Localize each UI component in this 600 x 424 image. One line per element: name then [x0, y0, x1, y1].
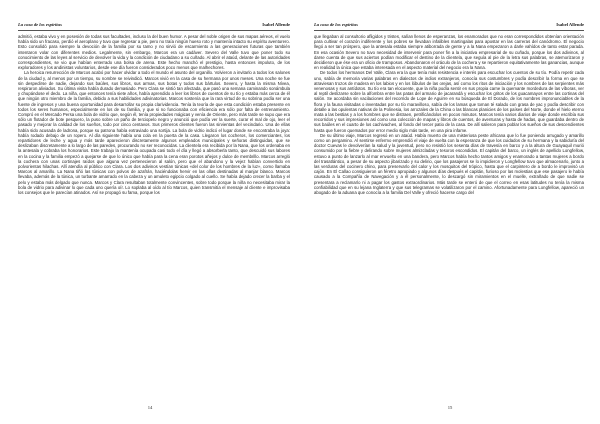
author-name: Isabel Allende — [556, 22, 584, 27]
book-title: La casa de los espíritus — [18, 22, 62, 27]
running-header — [314, 22, 584, 29]
author-name: Isabel Allende — [262, 22, 290, 27]
paragraph: admitió, estaba vivo y en posesión de todas sus facultades, incluso la del buen humor. A pesar del noble origen de sus mapas aéreos, el vuelo había sido un fracaso, perdió el aeroplano y tuvo que regresar a pie, pero no traía ningún hueso roto y mantenía intacto su espíritu aventurero. Esto consolidó para siempre la devoción de la familia por su tamo y no sirvió de escarmiento a las generaciones futuras que también intentaron volar con diferentes medios. Legalmente, sin embargo, Marcos era un cadáver. Severo del Valle tuvo que poner todo su conocimiento de las leyes al servicio de devolver la vida y la condición de ciudadano a su cuñado. Al abrir el ataúd, delante de las autoridades correspondientes, se vio que habían enterrado una bolsa de arena. Este hecho manchó el prestigio, hasta entonces impoluto, de los exploradores y los andinistas voluntarios, desde ese día fueron considerados poco menos que malhechores. — [18, 34, 290, 71]
body-text — [314, 34, 584, 195]
paragraph: De todos los hermanos Del Valle, Clara era la que tenía más resistencia e interés para escuchar los cuentos de su tío. Podía repetir cada uno, sabía de memoria varias palabras en dialectos de indios extranjeros, conocía sus costumbres y podía describir la forma en que se atraviesan trozos de madera en los labios y en los lóbulos de las orejas, así como los ritos de iniciación y los nombres de las serpientes más venenosas y sus antídotos. Su tío era tan elocuente, que la niña podía sentir en sus propia carne la quemante mordedura de las víboras, ver al reptil deslizarse sobre la alfombra entre las patas del armario de jacarandá y escuchar los gritos de los guacamayos entre las cortinas del salón. Se acordaba sin vacilaciones del recorrido de Lope de Aguirre en su búsqueda de El Dorado, de los nombres impronunciables de la flora y la fauna visitadas o inventadas por su tío maravilloso, sabía de los lamas que toman té salado con grasa de yac y podía describir con detalle a las opulentas nativas de la Polinesia, los arrozales de la China o las blancas planicies de los países del Norte, donde el hielo eterno mata a las bestias y a los hombres que se distraen, petrificándolos en pocos minutos. Marcos tenía varios diarios de viaje donde escribía sus recorridos y sus impresiones así como una colección de mapas y libros de cuentos, de aventuras y hasta de hadas, que guardaba dentro de sus baúles en el cuarto de los cachivaches, al fondo del tercer patio de la casa. De allí salieron para poblar los sueños de sus descendientes hasta que fueron quemados por error medio siglo más tarde, en una pira infame. — [314, 70, 584, 133]
paragraph: que llegaban al consultorio afligidos y tristes, salían llenos de esperanzas, los enamorados que no eran correspondidos obtenían orientación para cultivar el corazón indiferente y los pobres se llevaban infalibles martingalas para apostar en las carreras del canódromo. El negocio llegó a ser tan próspero, que la antesala estaba siempre atiborrada de gente y a la Nana empezaron a darle vahídos de tanto estar parada. En esa ocasión Severo no tuvo necesidad de intervenir para poner fin a la iniciativa empresarial de su cuñado, porque los dos adivinos, al darse cuenta de que sus aciertos podían modificar el destino de la clientela, que seguía al pie de la letra sus palabras, se atemorizaron y decidieron que ése era un oficio de tramposos. Abandonaron el oráculo de la cochera y se repartieron equitativamente las ganancias, aunque en realidad la única que estaba interesada en el aspecto material del negocio era la Nana. — [314, 34, 584, 71]
header-rule — [18, 30, 290, 31]
right-page — [300, 0, 600, 424]
paragraph: De su último viaje, Marcos regresó en un ataúd. Había muerto de una misteriosa peste africana que lo fue poniendo arrugado y amarillo como un pergamino. Al sentirse enfermo emprendió el viaje de vuelta con la esperanza de que los cuidados de su hermana y la sabiduría del doctor Cuevas le devolverían la salud y la juventud, pero no resistió los sesenta días de travesía en barco y a la altura de Guayaquil murió consumido por la fiebre y delirando sobre mujeres almizcladas y tesoros escondidos. El capitán del barco, un inglés de apellido Longfellow, estuvo a punto de lanzarlo al mar envuelto en una bandera, pero Marcos había hecho tantos amigos y enamorado a tantas mujeres a bordo del trasatlántico, a pesar de su aspecto jibarizado y su delirio, que los pasajeros se lo impidieron y Longfellow tuvo que almacenarlo, junto a las verduras del cocinero chino, para preservarlo del calor y los mosquitos del trópico, hasta que el carpintero de a bordo le improvisó un cajón. En El Callao consiguieron un féretro apropiado y algunos días después el capitán, furioso por las molestias que ese pasajero le había causado a la Compañía de Navegación y a él personalmente, lo descargó sin miramientos en el muelle, extrañado de que nadie se presentara a reclamarlo ni a pagar los gastos extraordinarios. Más tarde se enteró de que el correo en esas latitudes no tenía la misma confiabilidad que en su lejana Inglaterra y que sus telegramas se volatilizaron por el camino. Afortunadamente para Longfellow, apareció un abogado de la aduana que conocía a la familia Del Valle y ofreció hacerse cargo del — [314, 132, 584, 196]
page-number: 15 — [447, 405, 453, 410]
header-rule — [314, 30, 584, 31]
page-number: 14 — [147, 405, 153, 410]
running-header — [18, 22, 290, 29]
book-title: La casa de los espíritus — [314, 22, 358, 27]
paragraph: La heroica resurrección de Marcos acabó por hacer olvidar a todo el mundo el asunto del organillo. Volvieron a invitarlo a todos los salones de la ciudad y, al menos por un tiempo, su nombre se reivindicó. Marcos vivió en la casa de su hermana por unos meses. Una noche se fue sin despedirse de nadie, dejando sus baúles, sus libros, sus armas, sus botas y todos sus bártulos. Severo, y hasta la misma Nívea, respiraron aliviados. Su última visita había durado demasiado. Pero Clara se sintió tan afectada, que pasó una semana caminando sonámbula y chupándose el dedo. La niña, que entonces tenía siete años, había aprendido a leer los libros de cuentos de su tío y estaba más cerca de él que ningún otro miembro de la familia, debido a sus habilidades adivinatorias. Marcos sostenía que la rara virtud de su sobrina podía ser una fuente de ingresos y una buena oportunidad para desarrollar su propia clarividencia. Tenía la teoría de que esta condición estaba presente en todos los seres humanos, especialmente en los de su familia, y que si no funcionaba con eficiencia era sólo por falta de entrenamiento. Compró en el Mercado Persa una bola de vidrio que, según él, tenía propiedades mágicas y venía de Oriente, pero más tarde se supo que era sólo un flotador de bote pesquero, la puso sobre un paño de terciopelo negro y anunció que podía ver la suerte, curar el mal de ojo, leer el pasado y mejorar la calidad de los sueños, todo por cinco centavos. Sus primeros clientes fueron las sirvientas del vecindario. Una de ellas había sido acusada de ladrona, porque su patrona había extraviado una sortija. La bola de vidrio indicó el lugar donde se encontraba la joya: había rodado debajo de un ropero. Al día siguiente había una cola en la puerta de la casa. Llegaron los cocheros, los comerciantes, los repartidores de leche y agua y más tarde aparecieron discretamente algunos empleados municipales y señoras distinguidas, que se deslizaban discretamente a lo largo de las paredes, procurando no ser reconocidas. La clientela era recibida por la Nana, que los ordenaba en la antesala y cobraba los honorarios. Este trabajo la mantenía ocupada casi todo el día y llegó a absorberla tanto, que descuidó sus labores en la cocina y la familia empezó a quejarse de que lo único que había para la cena eran porotos añejos y dulce de membrillo. Marcos arregló la cochera con unas cortinajes raídos que alguna vez pertenecieron al salón, pero que el abandono y la vejez habían convertido en polvorientas hilachas. Allí atendía al público con Clara. Los dos adivinos vestían túnicas «del color de los hombres de la luz», como llamaba Marcos al amarillo. La Nana tiñó las túnicas con polvos de azafrán, haciéndolas hervir en las ollas destinadas al manjar blanco. Marcos llevaba, además de la túnica, un turbante amarrado en la cabeza y un amuleto egipcio colgado al cuello. Se había dejado crecer la barba y el pelo y estaba más delgado que nunca. Marcos y Clara resultaban totalmente convincentes, sobre todo porque la niña no necesitaba mirar la bola de vidrio para adivinar lo que cada uno quería oír. Lo soplaba al oído al tío Marcos, quien transmitía el mensaje al cliente e improvisaba los consejos que le parecían atinados. Así se propagó su fama, porque los — [18, 70, 290, 196]
body-text — [18, 34, 290, 195]
